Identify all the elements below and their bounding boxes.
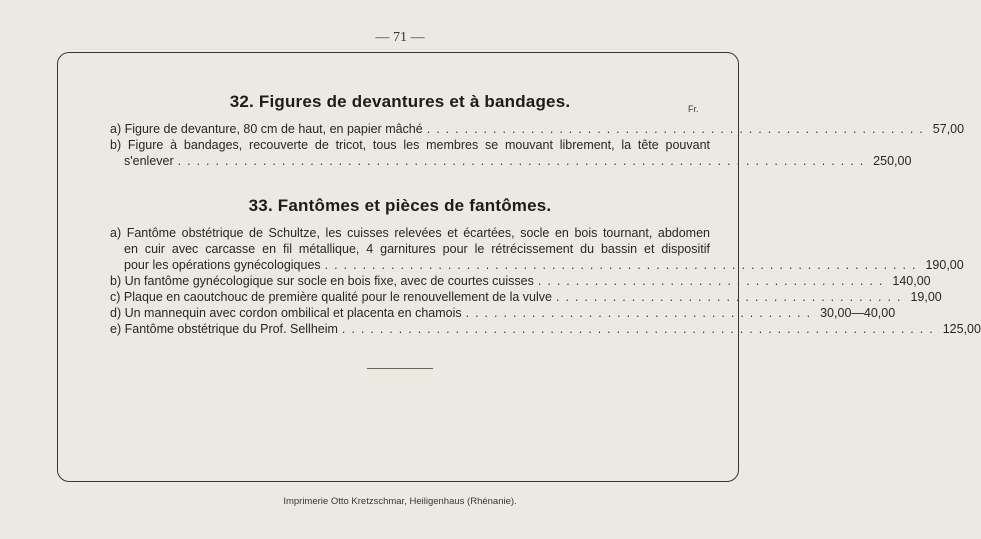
item-marker: b) (110, 138, 122, 152)
item-text: Un fantôme gynécologique sur socle en bois fixe, avec de courtes cuisses (124, 274, 534, 288)
item-text: pour les opérations gynécologiques (124, 258, 321, 272)
item-text: Fantôme obstétrique du Prof. Sellheim (124, 322, 338, 336)
page-number: — 71 — (375, 30, 425, 45)
dot-leader: ..................................... (465, 306, 817, 320)
section-33-item-d (110, 305, 896, 321)
item-price: 250,00 (873, 154, 912, 168)
printer-imprint: Imprimerie Otto Kretzschmar, Heiligenhaus (Rhénanie). (283, 496, 517, 507)
section-32-item-a (110, 121, 965, 137)
section-32-item-b-line2 (124, 153, 912, 169)
item-marker: b) (110, 274, 122, 288)
section-32-item-b-line1 (110, 137, 710, 153)
section-33-item-b (110, 273, 931, 289)
item-price: 57,00 (932, 122, 965, 136)
item-marker: c) (110, 290, 121, 304)
item-text: Figure de devanture, 80 cm de haut, en papier mâché (124, 122, 423, 136)
currency-label: Fr. (688, 104, 699, 114)
item-price: 190,00 (925, 258, 964, 272)
section-33-item-a-line2: en cuir avec carcasse en fil métallique, 4 garnitures pour le rétrécissement du bassin et dispositif (124, 242, 710, 256)
dot-leader: ..................................... (555, 290, 907, 304)
section-33-item-c (110, 289, 942, 305)
item-marker: a) (110, 226, 122, 240)
item-price: 19,00 (910, 290, 942, 304)
dot-leader: ............................................................... (324, 258, 922, 272)
dot-leader: ..................................................... (426, 122, 929, 136)
item-marker: d) (110, 306, 122, 320)
section-33-item-a-line3 (124, 257, 964, 273)
dot-leader: ......................................................................... (177, 154, 870, 168)
section-33-item-a-line1 (110, 225, 710, 241)
dot-leader: ............................................................... (341, 322, 939, 336)
section-divider (367, 368, 433, 369)
section-33-item-e (110, 321, 981, 337)
item-text: Fantôme obstétrique de Schultze, les cuisses relevées et écartées, socle en bois tournant, abdomen (126, 226, 710, 240)
item-text: Un mannequin avec cordon ombilical et placenta en chamois (124, 306, 462, 320)
dot-leader: ..................................... (537, 274, 889, 288)
item-price: 30,00—40,00 (820, 306, 896, 320)
section-32-title: 32. Figures de devantures et à bandages. (229, 92, 571, 111)
item-text: Figure à bandages, recouverte de tricot, tous les membres se mouvant librement, la tête pouvant (127, 138, 710, 152)
item-marker: a) (110, 122, 122, 136)
item-marker: e) (110, 322, 122, 336)
item-price: 125,00 (942, 322, 981, 336)
item-price: 140,00 (892, 274, 931, 288)
item-text: Plaque en caoutchouc de première qualité pour le renouvellement de la vulve (123, 290, 552, 304)
item-text: s'enlever (124, 154, 174, 168)
section-33-title: 33. Fantômes et pièces de fantômes. (248, 196, 552, 215)
